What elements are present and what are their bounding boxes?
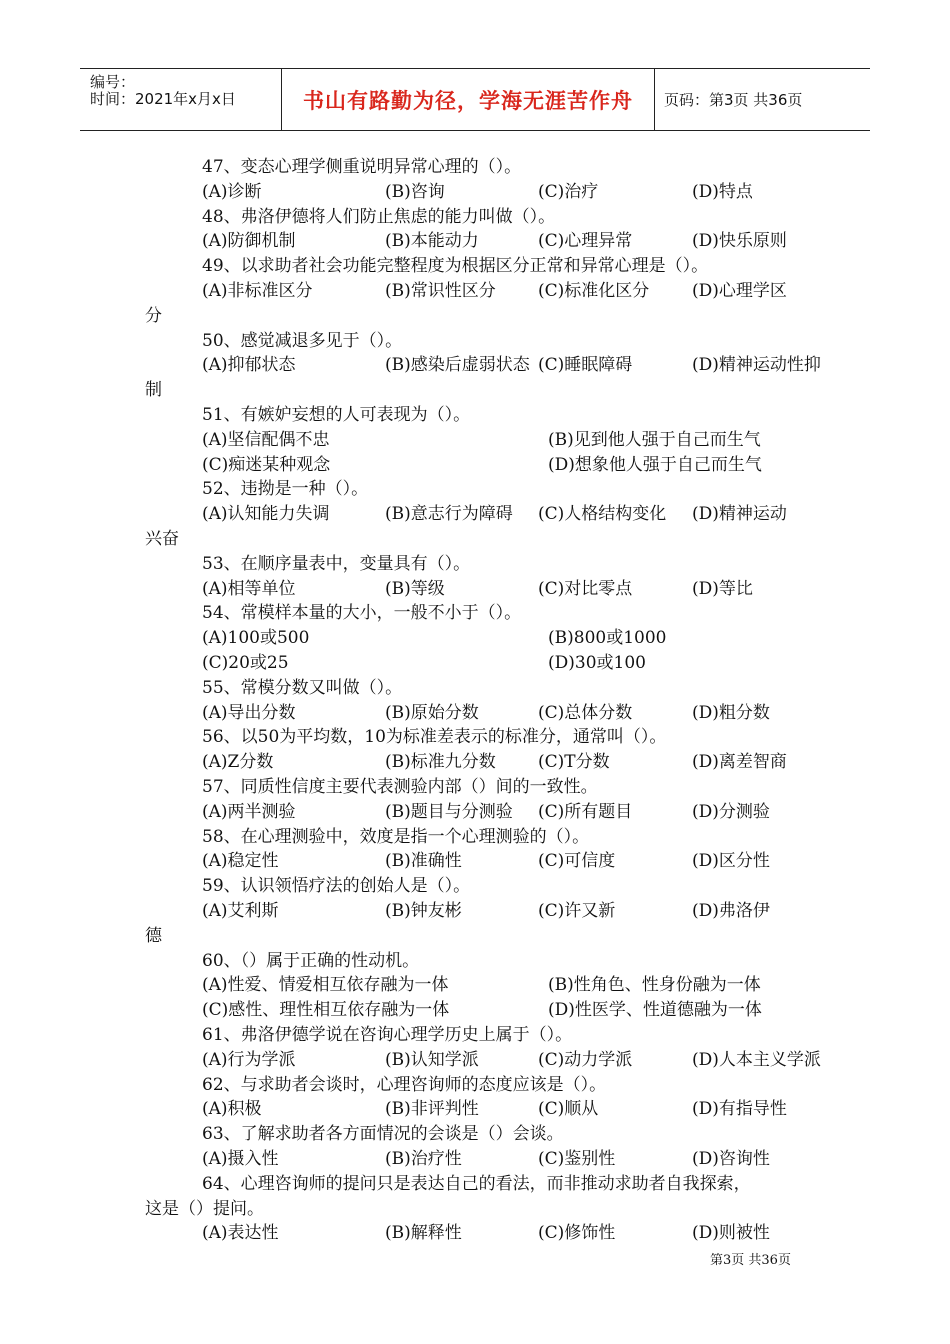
answer-option: (D)快乐原则 <box>692 231 787 252</box>
answer-option: (D)有指导性 <box>692 1099 787 1120</box>
option-continuation: 制 <box>145 380 162 401</box>
answer-option: (D)分测验 <box>692 801 770 822</box>
answer-option: (B)原始分数 <box>385 702 479 723</box>
option-continuation: 分 <box>145 305 162 326</box>
answer-option: (B)非评判性 <box>385 1099 479 1120</box>
answer-option: (A)表达性 <box>202 1223 279 1244</box>
answer-option: (C)许又新 <box>538 901 616 921</box>
answer-option: (C)对比零点 <box>538 578 633 599</box>
answer-option: (B)性角色、性身份融为一体 <box>548 975 761 996</box>
answer-option: (A)两半测验 <box>202 801 296 822</box>
answer-option: (C)顺从 <box>538 1099 599 1120</box>
question-stem: 55、常模分数又叫做（）。 <box>202 677 403 698</box>
answer-option: (A)行为学派 <box>202 1049 296 1070</box>
answer-option: (B)题目与分测验 <box>385 801 513 822</box>
answer-option: (B)常识性区分 <box>385 281 496 301</box>
answer-option: (C)T分数 <box>538 752 610 773</box>
answer-option: (C)动力学派 <box>538 1049 633 1070</box>
answer-option: (D)人本主义学派 <box>692 1049 821 1070</box>
page-footer: 第3页 共36页 <box>710 1253 791 1268</box>
answer-option: (A)相等单位 <box>202 578 296 599</box>
answer-option: (C)所有题目 <box>538 801 633 822</box>
answer-option: (B)认知学派 <box>385 1049 479 1070</box>
question-stem: 51、有嫉妒妄想的人可表现为（）。 <box>202 405 471 425</box>
answer-option: (D)咨询性 <box>692 1149 770 1169</box>
answer-option: (D)弗洛伊 <box>692 901 770 921</box>
answer-option: (C)修饰性 <box>538 1223 616 1244</box>
answer-option: (A)艾利斯 <box>202 901 279 921</box>
page-label: 页码：第3页 共36页 <box>664 91 803 109</box>
option-continuation: 兴奋 <box>145 529 179 549</box>
answer-option: (C)心理异常 <box>538 231 633 252</box>
answer-option: (A)Z分数 <box>202 752 274 773</box>
question-stem: 60、（）属于正确的性动机。 <box>202 950 420 971</box>
answer-option: (D)性医学、性道德融为一体 <box>548 1000 762 1021</box>
answer-option: (A)抑郁状态 <box>202 355 296 376</box>
question-stem: 62、与求助者会谈时，心理咨询师的态度应该是（）。 <box>202 1074 607 1095</box>
answer-option: (D)等比 <box>692 578 753 599</box>
answer-option: (B)见到他人强于自己而生气 <box>548 429 761 450</box>
answer-option: (A)性爱、情爱相互依存融为一体 <box>202 975 449 996</box>
answer-option: (A)积极 <box>202 1099 262 1120</box>
answer-option: (C)感性、理性相互依存融为一体 <box>202 1000 450 1021</box>
answer-option: (D)特点 <box>692 181 753 202</box>
question-stem: 64、心理咨询师的提问只是表达自己的看法，而非推动求助者自我探索， <box>202 1173 751 1194</box>
time-label: 时间：2021年x月x日 <box>90 90 236 108</box>
answer-option: (B)意志行为障碍 <box>385 504 513 525</box>
answer-option: (A)导出分数 <box>202 702 296 723</box>
answer-option: (C)痴迷某种观念 <box>202 454 331 475</box>
answer-option: (C)标准化区分 <box>538 281 650 301</box>
answer-option: (B)感染后虚弱状态 <box>385 355 530 376</box>
question-stem: 52、违拗是一种（）。 <box>202 479 369 500</box>
question-stem: 47、变态心理学侧重说明异常心理的（）。 <box>202 157 522 177</box>
question-stem: 58、在心理测验中，效度是指一个心理测验的（）。 <box>202 826 590 847</box>
question-stem: 57、同质性信度主要代表测验内部（）间的一致性。 <box>202 777 598 797</box>
answer-option: (B)800或1000 <box>548 628 667 649</box>
answer-option: (D)粗分数 <box>692 702 770 723</box>
question-stem-continuation: 这是（）提问。 <box>145 1198 264 1219</box>
answer-option: (A)防御机制 <box>202 231 296 252</box>
answer-option: (D)精神运动 <box>692 504 787 525</box>
answer-option: (B)解释性 <box>385 1223 462 1244</box>
answer-option: (A)摄入性 <box>202 1149 279 1169</box>
answer-option: (A)100或500 <box>202 628 310 649</box>
answer-option: (A)稳定性 <box>202 851 279 872</box>
answer-option: (C)鉴别性 <box>538 1149 616 1169</box>
answer-option: (D)则被性 <box>692 1223 770 1244</box>
answer-option: (B)钟友彬 <box>385 901 462 921</box>
answer-option: (B)等级 <box>385 578 445 599</box>
answer-option: (A)坚信配偶不忠 <box>202 429 330 450</box>
question-stem: 48、弗洛伊德将人们防止焦虑的能力叫做（）。 <box>202 206 556 227</box>
answer-option: (D)想象他人强于自己而生气 <box>548 454 762 475</box>
question-stem: 50、感觉减退多见于（）。 <box>202 330 403 351</box>
question-stem: 53、在顺序量表中，变量具有（）。 <box>202 553 471 574</box>
answer-option: (B)标准九分数 <box>385 752 496 773</box>
answer-option: (D)精神运动性抑 <box>692 355 821 376</box>
answer-option: (A)非标准区分 <box>202 281 313 301</box>
question-stem: 54、常模样本量的大小，一般不小于（）。 <box>202 603 522 624</box>
answer-option: (C)20或25 <box>202 653 289 673</box>
answer-option: (C)总体分数 <box>538 702 633 723</box>
answer-option: (D)心理学区 <box>692 281 787 301</box>
answer-option: (D)30或100 <box>548 653 646 673</box>
answer-option: (A)诊断 <box>202 181 262 202</box>
answer-option: (B)准确性 <box>385 851 462 872</box>
answer-option: (C)治疗 <box>538 181 599 202</box>
answer-option: (D)区分性 <box>692 851 770 872</box>
answer-option: (B)咨询 <box>385 181 445 202</box>
option-continuation: 德 <box>145 925 162 946</box>
answer-option: (C)可信度 <box>538 851 616 872</box>
question-stem: 49、以求助者社会功能完整程度为根据区分正常和异常心理是（）。 <box>202 256 709 277</box>
answer-option: (D)离差智商 <box>692 752 787 773</box>
answer-option: (C)人格结构变化 <box>538 504 667 525</box>
question-stem: 56、以50为平均数，10为标准差表示的标准分，通常叫（）。 <box>202 727 667 748</box>
question-stem: 59、认识领悟疗法的创始人是（）。 <box>202 876 471 897</box>
answer-option: (C)睡眠障碍 <box>538 355 633 376</box>
number-label: 编号： <box>90 73 136 91</box>
answer-option: (A)认知能力失调 <box>202 504 330 525</box>
answer-option: (B)本能动力 <box>385 231 479 252</box>
question-stem: 63、了解求助者各方面情况的会谈是（）会谈。 <box>202 1124 564 1145</box>
answer-option: (B)治疗性 <box>385 1149 462 1169</box>
question-stem: 61、弗洛伊德学说在咨询心理学历史上属于（）。 <box>202 1025 573 1045</box>
motto: 书山有路勤为径，学海无涯苦作舟 <box>281 69 655 130</box>
